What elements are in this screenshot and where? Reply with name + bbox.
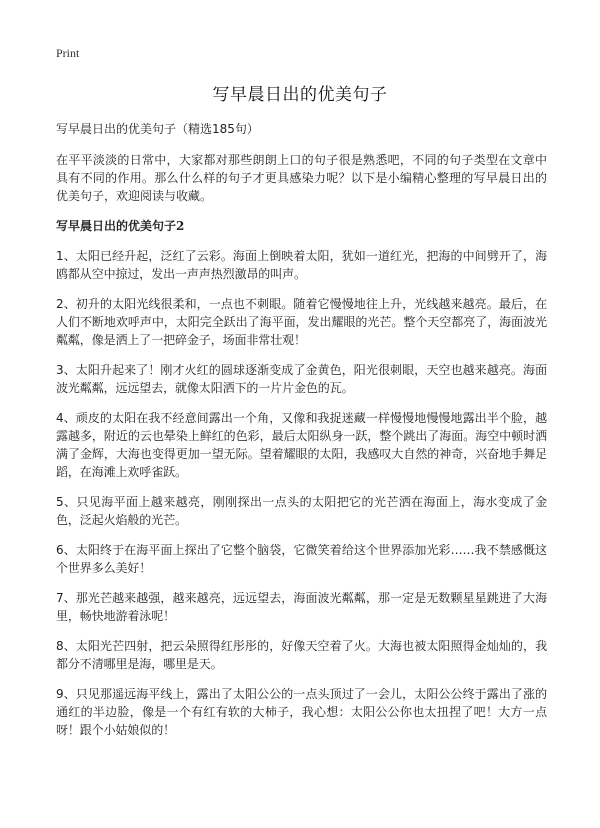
- list-item: 8、太阳光芒四射，把云朵照得红彤彤的，好像天空着了火。大海也被太阳照得金灿灿的，我都分不清哪里是海，哪里是天。: [56, 639, 547, 671]
- list-item: 3、太阳升起来了！刚才火红的圆球逐渐变成了金黄色，阳光很刺眼，天空也越来越亮。海面波光粼粼，远远望去，就像太阳洒下的一片片金色的瓦。: [56, 363, 547, 395]
- list-item: 9、只见那遥远海平线上，露出了太阳公公的一点头顶过了一会儿，太阳公公终于露出了涨的通红的半边脸，像是一个有红有软的大柿子，我心想：太阳公公你也太扭捏了吧！大方一点呀！跟个小姑娘似的！: [56, 687, 547, 737]
- list-item: 1、太阳已经升起，泛红了云彩。海面上倒映着太阳，犹如一道红光，把海的中间劈开了，海鸥都从空中掠过，发出一声声热烈激昂的叫声。: [56, 249, 547, 281]
- list-item: 4、顽皮的太阳在我不经意间露出一个角，又像和我捉迷藏一样慢慢地慢慢地露出半个脸，越露越多，附近的云也晕染上鲜红的色彩，最后太阳纵身一跃，整个跳出了海面。海空中顿时洒满了金辉，大海也变得更加一望无际。望着耀眼的太阳，我感叹大自然的神奇，兴奋地手舞足蹈，在海滩上欢呼雀跃。: [56, 411, 547, 479]
- page-title: 写早晨日出的优美句子: [212, 85, 388, 105]
- article-body: [56, 120, 547, 751]
- article-subtitle: 写早晨日出的优美句子（精选185句）: [56, 122, 259, 136]
- intro-paragraph: 在平平淡淡的日常中，大家都对那些朗朗上口的句子很是熟悉吧，不同的句子类型在文章中具有不同的作用。那么什么样的句子才更具感染力呢？以下是小编精心整理的写早晨日出的优美句子，欢迎阅读与收藏。: [56, 153, 547, 203]
- list-item: 2、初升的太阳光线很柔和，一点也不刺眼。随着它慢慢地往上升，光线越来越亮。最后，在人们不断地欢呼声中，太阳完全跃出了海平面，发出耀眼的光芒。整个天空都亮了，海面波光粼粼，像是洒上了一把碎金子，场面非常壮观！: [56, 297, 547, 347]
- list-item: 7、那光芒越来越强，越来越亮，远远望去，海面波光粼粼，那一定是无数颗星星跳进了大海里，畅快地游着泳呢！: [56, 591, 547, 623]
- print-link[interactable]: Print: [56, 46, 80, 60]
- list-item: 6、太阳终于在海平面上探出了它整个脑袋，它微笑着给这个世界添加光彩……我不禁感慨这个世界多么美好！: [56, 543, 547, 575]
- list-item: 5、只见海平面上越来越亮，刚刚探出一点头的太阳把它的光芒洒在海面上，海水变成了金色，泛起火焰般的光芒。: [56, 495, 547, 527]
- section-heading: 写早晨日出的优美句子2: [56, 219, 185, 233]
